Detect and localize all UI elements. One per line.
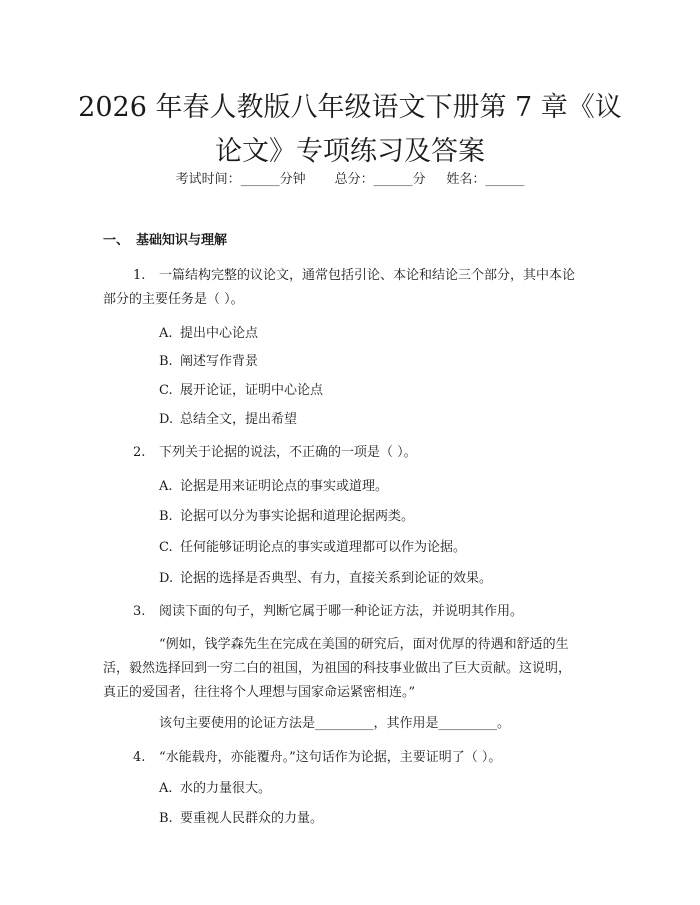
- option-text: 要重视人民群众的力量。: [180, 811, 324, 826]
- option-text: 展开论证，证明中心论点: [180, 383, 324, 398]
- question-4-option-a: [159, 777, 271, 796]
- time-label: 考试时间：: [175, 172, 241, 187]
- name-blank: ______: [485, 172, 525, 187]
- question-number: 4.: [133, 750, 146, 765]
- option-text: 提出中心论点: [180, 326, 259, 341]
- option-text: 阐述写作背景: [180, 354, 259, 369]
- option-letter: C.: [159, 383, 173, 398]
- option-letter: A.: [159, 479, 173, 494]
- question-number: 2.: [133, 445, 146, 460]
- option-letter: B.: [159, 509, 173, 524]
- question-text: 一篇结构完整的议论文，通常包括引论、本论和结论三个部分，其中本论: [159, 268, 576, 283]
- title-line-1: 2026 年春人教版八年级语文下册第 7 章《议: [78, 92, 622, 123]
- question-2-option-c: [159, 536, 466, 555]
- question-1-line-2: 部分的主要任务是（ ）。: [103, 292, 244, 307]
- option-text: 总结全文，提出希望: [180, 412, 298, 427]
- option-letter: A.: [159, 781, 173, 796]
- score-unit: 分: [412, 172, 426, 187]
- question-number: 1.: [133, 268, 146, 283]
- exam-info: [0, 168, 700, 187]
- question-2-option-d: [159, 567, 492, 586]
- option-text: 论据可以分为事实论据和道理论据两类。: [180, 509, 415, 524]
- option-text: 论据是用来证明论点的事实或道理。: [180, 479, 389, 494]
- section-number: 一、: [103, 233, 130, 248]
- option-letter: B.: [159, 354, 173, 369]
- option-letter: D.: [159, 412, 174, 427]
- option-letter: A.: [159, 326, 173, 341]
- option-text: 任何能够证明论点的事实或道理都可以作为论据。: [180, 540, 467, 555]
- option-text: 论据的选择是否典型、有力，直接关系到论证的效果。: [180, 571, 493, 586]
- question-1-option-c: [159, 379, 323, 398]
- option-letter: B.: [159, 811, 173, 826]
- name-label: 姓名：: [446, 172, 486, 187]
- time-unit: 分钟: [279, 172, 306, 187]
- document-title: [70, 86, 630, 174]
- question-1-line-1: [133, 264, 575, 283]
- option-text: 水的力量很大。: [180, 781, 272, 796]
- option-letter: D.: [159, 571, 174, 586]
- time-blank: ______: [240, 172, 280, 187]
- question-text: 下列关于论据的说法，不正确的一项是（ ）。: [159, 445, 417, 460]
- section-heading: [103, 229, 227, 248]
- question-3-line-1: [133, 600, 523, 619]
- question-2-option-b: [159, 505, 414, 524]
- question-2-option-a: [159, 475, 388, 494]
- question-3-fill-blank: 该句主要使用的论证方法是_________，其作用是_________。: [159, 716, 511, 731]
- question-2-line-1: [133, 441, 417, 460]
- quote-line-1: “例如，钱学森先生在完成在美国的研究后，面对优厚的待遇和舒适的生: [159, 637, 569, 652]
- quote-line-2: 活，毅然选择回到一穷二白的祖国，为祖国的科技事业做出了巨大贡献。这说明，: [103, 661, 572, 676]
- question-1-option-d: [159, 408, 297, 427]
- option-letter: C.: [159, 540, 173, 555]
- question-text: 阅读下面的句子，判断它属于哪一种论证方法，并说明其作用。: [159, 604, 524, 619]
- question-1-option-a: [159, 322, 258, 341]
- question-4-option-b: [159, 807, 323, 826]
- question-4-line-1: [133, 746, 501, 765]
- quote-line-3: 真正的爱国者，往往将个人理想与国家命运紧密相连。”: [103, 685, 416, 700]
- score-blank: ______: [373, 172, 413, 187]
- score-label: 总分：: [334, 172, 374, 187]
- title-line-2: 论文》专项练习及答案: [215, 136, 485, 167]
- question-1-option-b: [159, 350, 258, 369]
- section-title: 基础知识与理解: [136, 233, 228, 248]
- question-number: 3.: [133, 604, 146, 619]
- question-text: “水能载舟，亦能覆舟。”这句话作为论据，主要证明了（ ）。: [159, 750, 502, 765]
